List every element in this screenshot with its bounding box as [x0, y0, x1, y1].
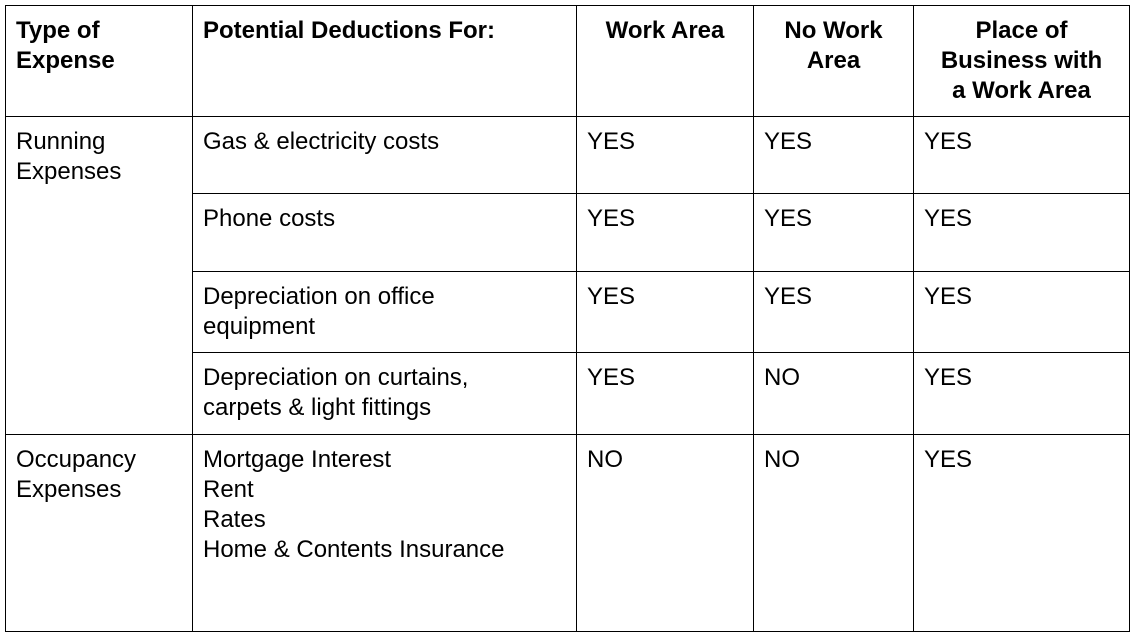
deduction-cell: Depreciation on curtains, carpets & light fittings [193, 353, 577, 435]
deduction-cell: Phone costs [193, 194, 577, 272]
no-work-area-cell: YES [754, 117, 914, 194]
work-area-cell: NO [577, 435, 754, 632]
work-area-cell: YES [577, 117, 754, 194]
place-of-business-cell: YES [914, 353, 1130, 435]
place-of-business-cell: YES [914, 435, 1130, 632]
no-work-area-cell: YES [754, 194, 914, 272]
work-area-cell: YES [577, 194, 754, 272]
header-potential-deductions: Potential Deductions For: [193, 6, 577, 117]
deductions-table [5, 5, 1130, 632]
expense-type-running: Running Expenses [6, 117, 193, 435]
place-of-business-cell: YES [914, 117, 1130, 194]
place-of-business-cell: YES [914, 272, 1130, 353]
header-row [6, 6, 1130, 117]
work-area-cell: YES [577, 272, 754, 353]
header-work-area: Work Area [577, 6, 754, 117]
table-row [6, 117, 1130, 194]
table-row [6, 435, 1130, 632]
no-work-area-cell: YES [754, 272, 914, 353]
header-no-work-area: No Work Area [754, 6, 914, 117]
expense-type-occupancy: Occupancy Expenses [6, 435, 193, 632]
no-work-area-cell: NO [754, 353, 914, 435]
no-work-area-cell: NO [754, 435, 914, 632]
deduction-cell: Gas & electricity costs [193, 117, 577, 194]
deduction-cell: Depreciation on office equipment [193, 272, 577, 353]
work-area-cell: YES [577, 353, 754, 435]
header-place-of-business: Place of Business with a Work Area [914, 6, 1130, 117]
deduction-cell: Mortgage Interest Rent Rates Home & Contents Insurance [193, 435, 577, 632]
place-of-business-cell: YES [914, 194, 1130, 272]
header-type-of-expense: Type of Expense [6, 6, 193, 117]
